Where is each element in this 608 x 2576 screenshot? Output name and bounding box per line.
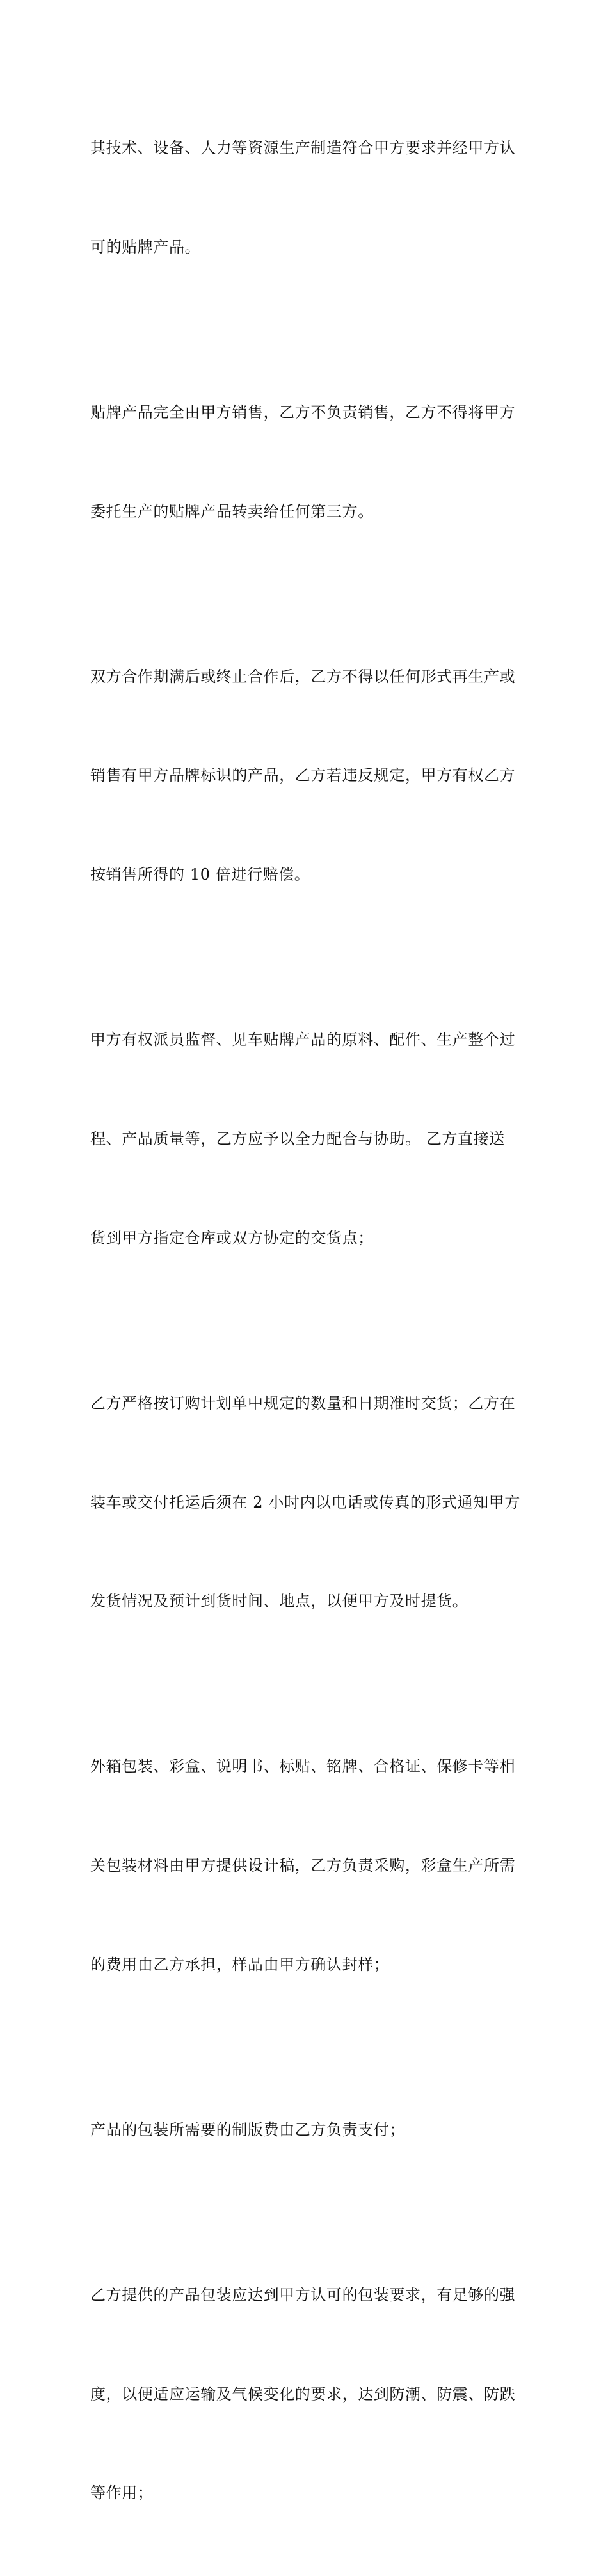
text-line: 其技术、设备、人力等资源生产制造符合甲方要求并经甲方认: [90, 139, 516, 157]
text-line: 外箱包装、彩盒、说明书、标贴、铭牌、合格证、保修卡等相: [90, 1757, 516, 1776]
text-line: 委托生产的贴牌产品转卖给任何第三方。: [90, 502, 374, 520]
text-line: 销售有甲方品牌标识的产品，乙方若违反规定，甲方有权乙方: [90, 766, 516, 785]
paragraph-5: [90, 1321, 520, 1685]
text-line: 的费用由乙方承担，样品由甲方确认封样；: [90, 1955, 390, 1974]
paragraph-8: [90, 2213, 520, 2576]
text-line: 乙方提供的产品包装应达到甲方认可的包装要求，有足够的强: [90, 2285, 516, 2304]
text-line: 可的贴牌产品。: [90, 237, 201, 256]
text-line: 货到甲方指定仓库或双方协定的交货点；: [90, 1228, 374, 1247]
text-line: 按销售所得的 10 倍进行赔偿。: [90, 865, 310, 884]
text-line: 产品的包装所需要的制版费由乙方负责支付；: [90, 2120, 405, 2139]
text-line: 程、产品质量等，乙方应予以全力配合与协助。 乙方直接送: [90, 1130, 505, 1148]
text-line: 装车或交付托运后须在 2 小时内以电话或传真的形式通知甲方: [90, 1493, 520, 1511]
paragraph-4: [90, 958, 520, 1321]
paragraph-1: [90, 66, 520, 330]
text-line: 发货情况及预计到货时间、地点，以便甲方及时提货。: [90, 1592, 468, 1611]
paragraph-2: [90, 330, 520, 595]
text-line: 双方合作期满后或终止合作后，乙方不得以任何形式再生产或: [90, 667, 516, 686]
text-line: 甲方有权派员监督、见车贴牌产品的原料、配件、生产整个过: [90, 1031, 516, 1049]
text-line: 度，以便适应运输及气候变化的要求，达到防潮、防震、防跌: [90, 2385, 516, 2403]
paragraph-3: [90, 595, 520, 958]
text-line: 等作用；: [90, 2484, 154, 2502]
text-line: 贴牌产品完全由甲方销售，乙方不负责销售，乙方不得将甲方: [90, 403, 516, 421]
text-line: 关包装材料由甲方提供设计稿，乙方负责采购，彩盒生产所需: [90, 1856, 516, 1875]
text-line: 乙方严格按订购计划单中规定的数量和日期准时交货；乙方在: [90, 1394, 516, 1412]
paragraph-6: [90, 1684, 520, 2048]
document-body: [90, 66, 520, 2576]
paragraph-7: [90, 2048, 520, 2213]
